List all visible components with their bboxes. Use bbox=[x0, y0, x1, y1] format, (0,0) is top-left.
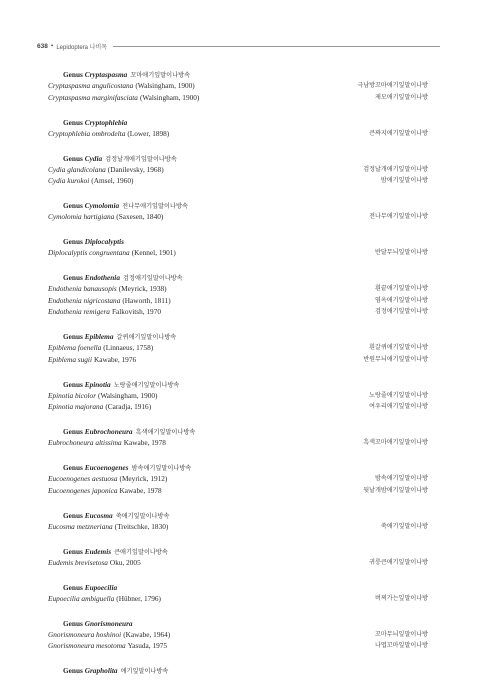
species-entry bbox=[48, 92, 199, 104]
species-name: Diplocalyptis congruentana bbox=[48, 248, 130, 257]
species-name: Epinotia majorana bbox=[48, 402, 104, 411]
genus-heading bbox=[0, 118, 480, 128]
species-author: (Haworth, 1811) bbox=[122, 295, 171, 305]
species-row bbox=[0, 401, 480, 413]
species-author: (Danilevsky, 1968) bbox=[107, 164, 164, 174]
species-row bbox=[0, 295, 480, 307]
genus-korean-name: 갈퀴애기잎말이나방속 bbox=[116, 334, 177, 341]
genus-block bbox=[0, 332, 480, 365]
genus-name: Cryptophlebia bbox=[84, 117, 128, 127]
species-row bbox=[0, 390, 480, 402]
species-korean-name: 반원무늬애기잎말이나방 bbox=[363, 355, 428, 363]
species-row bbox=[0, 306, 480, 318]
species-korean-name: 흑색꼬마애기잎말이나방 bbox=[363, 439, 428, 446]
species-row bbox=[0, 485, 480, 497]
species-korean-name: 꼬마무늬잎말이나방 bbox=[375, 630, 428, 638]
species-entry bbox=[48, 295, 171, 307]
species-row bbox=[0, 437, 480, 449]
genus-korean-name: 꼬마애기잎말이나방속 bbox=[130, 72, 191, 79]
species-entry bbox=[48, 629, 170, 641]
species-author: (Treitschke, 1830) bbox=[114, 521, 169, 531]
genus-block bbox=[0, 237, 480, 259]
genus-name: Cymolomia bbox=[84, 201, 120, 210]
genus-block bbox=[0, 380, 480, 413]
species-name: Epinotia bicolor bbox=[48, 390, 97, 400]
species-row bbox=[0, 354, 480, 366]
species-name: Cydia glandicolana bbox=[48, 164, 106, 174]
genus-korean-name: 검정애기잎말이나방속 bbox=[122, 275, 183, 282]
genus-name: Eucoenogenes bbox=[84, 463, 129, 472]
species-name: Endothenia nigricostana bbox=[48, 295, 121, 305]
genus-block bbox=[0, 666, 480, 676]
species-entry bbox=[48, 283, 167, 295]
species-korean-name: 전나무애기잎말이나방 bbox=[369, 213, 428, 220]
genus-heading bbox=[0, 237, 480, 247]
species-author: (Caradja, 1916) bbox=[105, 402, 152, 411]
species-korean-name: 극남방꼬마애기잎말이나방 bbox=[357, 82, 428, 89]
species-korean-name: 염옥애기잎말이나방 bbox=[375, 296, 428, 304]
genus-korean-name: 전나무애기잎말이나방속 bbox=[122, 203, 188, 210]
genus-korean-name: 노랑줄애기잎말이나방속 bbox=[113, 381, 180, 389]
bullet-separator: • bbox=[50, 42, 54, 50]
genus-name: Gnorismoneura bbox=[84, 618, 133, 628]
genus-korean-name: 밤속애기잎말이나방속 bbox=[131, 465, 192, 472]
genus-name: Grapholita bbox=[84, 666, 118, 675]
genus-label: Genus bbox=[63, 463, 83, 472]
genus-heading bbox=[0, 463, 480, 473]
species-entry bbox=[48, 128, 169, 140]
genus-heading bbox=[0, 547, 480, 557]
species-name: Cymolomia hartigiana bbox=[48, 212, 115, 221]
species-korean-name: 흰끝애기잎말이나방 bbox=[375, 285, 428, 292]
species-entry bbox=[48, 557, 141, 569]
genus-name: Eupoecilia bbox=[84, 582, 118, 592]
species-author: (Kennel, 1901) bbox=[131, 248, 176, 257]
species-korean-name: 밤속애기잎말이나방 bbox=[375, 475, 428, 482]
genus-heading bbox=[0, 70, 480, 80]
genus-block bbox=[0, 118, 480, 140]
species-korean-name: 귀룽큰애기잎말이나방 bbox=[369, 558, 428, 566]
species-name: Gnorismoneura mesotoma bbox=[48, 641, 126, 650]
species-name: Eubrochoneura altissima bbox=[48, 438, 122, 447]
page-number: 638 bbox=[37, 42, 48, 50]
genus-heading bbox=[0, 511, 480, 521]
genus-korean-name: 검정날개애기잎말이나방속 bbox=[105, 155, 177, 163]
genus-heading bbox=[0, 273, 480, 283]
species-korean-name: 큰짜지애기잎말이나방 bbox=[369, 129, 428, 137]
species-entry bbox=[48, 521, 168, 533]
species-entry bbox=[48, 485, 162, 497]
genus-name: Cryptaspasma bbox=[84, 70, 128, 79]
genus-heading bbox=[0, 332, 480, 342]
species-author: (Kawabe, 1964) bbox=[123, 629, 171, 639]
species-row bbox=[0, 247, 480, 259]
species-name: Cryptaspasma marginifasciata bbox=[48, 92, 138, 102]
genus-label: Genus bbox=[63, 201, 83, 210]
species-korean-name: 검정애기잎말이나방 bbox=[375, 308, 428, 315]
species-entry bbox=[48, 342, 153, 354]
species-row bbox=[0, 521, 480, 533]
species-name: Epiblema foenella bbox=[48, 343, 102, 352]
species-entry bbox=[48, 247, 176, 259]
genus-label: Genus bbox=[63, 546, 83, 556]
genus-label: Genus bbox=[63, 273, 83, 282]
species-author: Kawabe, 1978 bbox=[119, 485, 162, 495]
header-rule bbox=[113, 46, 440, 47]
genus-heading bbox=[0, 666, 480, 676]
page-header bbox=[37, 40, 440, 52]
species-name: Cryptaspasma angulicostana bbox=[48, 81, 134, 90]
genus-name: Cydia bbox=[84, 153, 103, 163]
genus-heading bbox=[0, 154, 480, 164]
species-entry bbox=[48, 473, 167, 485]
species-name: Eucoenogenes japonica bbox=[48, 485, 118, 495]
species-author: Kawabe, 1976 bbox=[93, 354, 137, 364]
species-entry bbox=[48, 80, 195, 92]
genus-heading bbox=[0, 619, 480, 629]
genus-name: Endothenia bbox=[84, 273, 120, 282]
species-entry bbox=[48, 211, 163, 223]
species-entry bbox=[48, 640, 167, 652]
genus-name: Eudemis bbox=[84, 546, 112, 556]
genus-label: Genus bbox=[63, 237, 83, 246]
genus-label: Genus bbox=[63, 379, 83, 389]
species-korean-name: 반달무늬잎말이나방 bbox=[375, 249, 428, 256]
section-title: Lepidoptera 나비목 bbox=[56, 44, 108, 51]
species-korean-name: 나엽꼬마잎말이나방 bbox=[375, 642, 428, 649]
genus-heading bbox=[0, 201, 480, 211]
species-row bbox=[0, 342, 480, 354]
species-list bbox=[0, 70, 480, 691]
species-row bbox=[0, 80, 480, 92]
genus-heading bbox=[0, 427, 480, 437]
species-name: Epiblema sugii bbox=[48, 354, 92, 364]
genus-heading bbox=[0, 583, 480, 593]
species-korean-name: 흰갈퀴애기잎말이나방 bbox=[369, 344, 428, 351]
species-entry bbox=[48, 593, 161, 605]
species-author: (Hübner, 1796) bbox=[116, 593, 161, 603]
species-author: Falkovitsh, 1970 bbox=[111, 307, 162, 316]
genus-name: Eucosma bbox=[84, 510, 113, 520]
species-author: (Saxesen, 1840) bbox=[116, 212, 164, 221]
species-author: (Meyrick, 1912) bbox=[119, 474, 168, 483]
genus-korean-name: 흑색애기잎말이나방속 bbox=[135, 429, 196, 436]
species-korean-name: 노랑줄애기잎말이나방 bbox=[369, 391, 428, 399]
species-row bbox=[0, 473, 480, 485]
species-author: (Linnaeus, 1758) bbox=[103, 343, 154, 352]
genus-label: Genus bbox=[63, 332, 83, 341]
species-korean-name: 제모애기잎말이나방 bbox=[375, 93, 428, 101]
species-author: (Amsel, 1960) bbox=[91, 176, 134, 185]
genus-korean-name: 애기잎말이나방속 bbox=[120, 668, 169, 675]
species-entry bbox=[48, 401, 151, 413]
species-korean-name: 검정날개애기잎말이나방 bbox=[363, 165, 428, 173]
species-author: (Walsingham, 1900) bbox=[98, 390, 158, 400]
genus-block bbox=[0, 273, 480, 318]
species-name: Eupoecilia ambiguella bbox=[48, 593, 115, 603]
species-author: (Lower, 1898) bbox=[127, 128, 170, 138]
species-entry bbox=[48, 164, 164, 176]
genus-label: Genus bbox=[63, 427, 83, 436]
genus-label: Genus bbox=[63, 510, 83, 520]
species-name: Gnorismoneura hoshinoi bbox=[48, 629, 122, 639]
species-row bbox=[0, 164, 480, 176]
species-row bbox=[0, 92, 480, 104]
genus-block bbox=[0, 201, 480, 223]
genus-name: Eubrochoneura bbox=[84, 427, 133, 436]
genus-label: Genus bbox=[63, 618, 83, 628]
species-author: (Meyrick, 1938) bbox=[118, 284, 167, 293]
species-entry bbox=[48, 437, 166, 449]
species-name: Cryptophlebia ombrodelta bbox=[48, 128, 126, 138]
genus-block bbox=[0, 154, 480, 187]
genus-name: Epiblema bbox=[84, 332, 114, 341]
genus-block bbox=[0, 463, 480, 496]
genus-label: Genus bbox=[63, 70, 83, 79]
genus-label: Genus bbox=[63, 153, 83, 163]
species-row bbox=[0, 211, 480, 223]
species-name: Eucosma metzneriana bbox=[48, 521, 113, 531]
genus-block bbox=[0, 70, 480, 103]
species-name: Endothenia remigera bbox=[48, 307, 110, 316]
species-korean-name: 여우리애기잎말이나방 bbox=[369, 403, 428, 410]
species-row bbox=[0, 593, 480, 605]
species-row bbox=[0, 640, 480, 652]
species-entry bbox=[48, 354, 136, 366]
species-author: Kawabe, 1978 bbox=[123, 438, 166, 447]
genus-korean-name: 큰애기잎말이나방속 bbox=[114, 548, 168, 556]
species-name: Eudemis brevisetosa bbox=[48, 557, 108, 567]
species-row bbox=[0, 629, 480, 641]
species-name: Endothenia banausopis bbox=[48, 284, 117, 293]
species-korean-name: 버찌가는잎말이나방 bbox=[375, 594, 428, 602]
genus-label: Genus bbox=[63, 117, 83, 127]
genus-label: Genus bbox=[63, 666, 83, 675]
species-author: (Walsingham, 1900) bbox=[135, 81, 195, 90]
species-author: (Walsingham, 1900) bbox=[139, 92, 200, 102]
genus-heading bbox=[0, 380, 480, 390]
genus-block bbox=[0, 547, 480, 569]
species-korean-name: 밤애기잎말이나방 bbox=[380, 177, 428, 184]
genus-block bbox=[0, 511, 480, 533]
species-row bbox=[0, 283, 480, 295]
species-author: Oku, 2005 bbox=[109, 557, 141, 567]
species-entry bbox=[48, 175, 133, 187]
species-korean-name: 쑥애기잎말이나방 bbox=[380, 522, 428, 530]
species-row bbox=[0, 128, 480, 140]
genus-block bbox=[0, 619, 480, 652]
genus-name: Epinotia bbox=[84, 379, 111, 389]
genus-name: Diplocalyptis bbox=[84, 237, 125, 246]
species-korean-name: 뒷날개밤애기잎말이나방 bbox=[363, 486, 428, 494]
genus-block bbox=[0, 583, 480, 605]
species-author: Yasuda, 1975 bbox=[127, 641, 168, 650]
genus-label: Genus bbox=[63, 582, 83, 592]
species-entry bbox=[48, 306, 161, 318]
species-entry bbox=[48, 390, 157, 402]
species-row bbox=[0, 557, 480, 569]
species-row bbox=[0, 175, 480, 187]
genus-block bbox=[0, 427, 480, 449]
species-name: Eucoenogenes aestuosa bbox=[48, 474, 118, 483]
genus-korean-name: 쑥애기잎말이나방속 bbox=[115, 512, 170, 520]
species-name: Cydia kurokoi bbox=[48, 176, 90, 185]
